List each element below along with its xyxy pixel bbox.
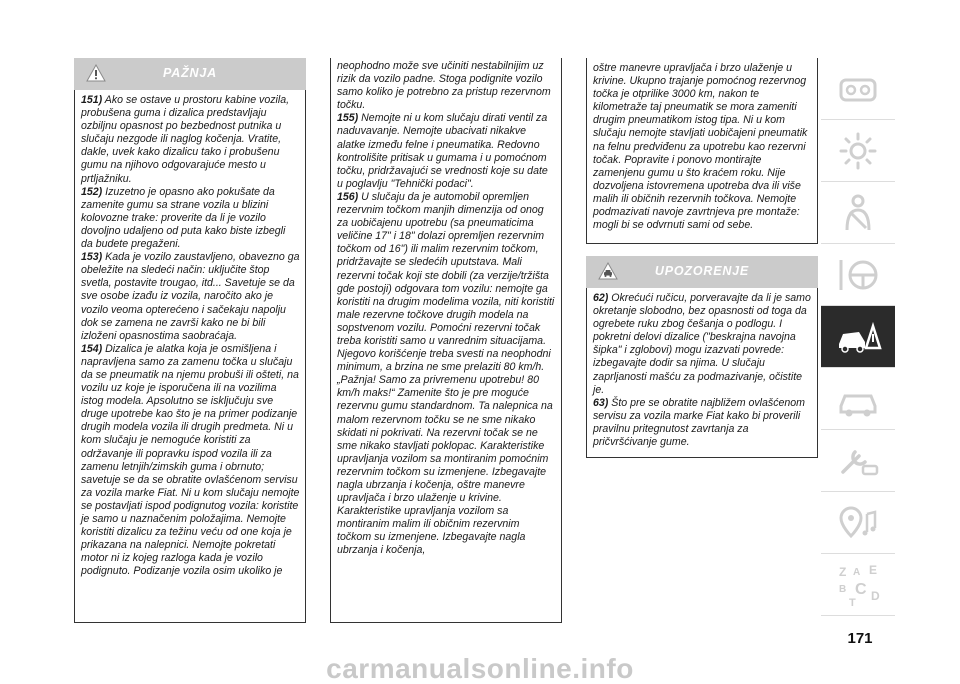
paragraph-152: 152) Izuzetno je opasno ako pokušate da zamenite gumu sa strane vozila u blizini kolovozne trake: proverite da li je vozilo dovoljno udaljeno od puta kako biste izbegli da budete pregaženi. xyxy=(81,185,286,251)
paragraph-151: 151) Ako se ostave u prostoru kabine vozila, probušena guma i dizalica predstavljaju ozbiljnu opasnost po bezbednost putnika u slučaju nezgode ili naglog kočenja. Vratite, dakle, uvek kako dizalicu tako i probušenu gumu na njihovo odgovarajuće mesto u prtljažniku. xyxy=(81,94,290,185)
warning-box xyxy=(74,90,306,623)
seatbelt-person-icon xyxy=(833,190,883,236)
page-number: 171 xyxy=(847,630,873,647)
tab-lights[interactable] xyxy=(821,120,895,182)
paragraph-continued-2: oštre manevre upravljača i brzo ulaženje u krivine. Ukupno trajanje pomoćnog rezervnog točka je otprilike 3000 km, nakon te kilometraže taj pneumatik se mora zameniti drugim pneumatikom istog tipa. Ni u kom slučaju nemojte stavljati uobičajeni pneumatik na felnu predviđenu za upotrebu kao rezervni točak. Popravite i ponovo montirajte zamenjenu gumu u što kraćem roku. Nije dozvoljena istovremena upotreba dva ili više malih ili običnih rezervnih točkova. Nemojte podmazivati navoje zavrtnjeva pre montaže: mogli bi se odvrnuti sami od sebe. xyxy=(593,62,808,232)
paragraph-63: 63) Što pre se obratite najbližem ovlašćenom servisu za vozila marke Fiat kako bi proverili pravilnu pritegnutost zavrtanja za pričvršćivanje gume. xyxy=(593,396,805,449)
column-2 xyxy=(330,58,562,623)
warning-header-pazhnja xyxy=(74,58,306,90)
media-location-icon xyxy=(833,500,883,546)
svg-text:T: T xyxy=(849,596,856,608)
alphabet-index-icon xyxy=(833,562,883,608)
svg-text:Z: Z xyxy=(839,564,847,579)
svg-text:A: A xyxy=(853,566,861,578)
column-1 xyxy=(74,58,306,623)
tab-starting-driving[interactable] xyxy=(821,244,895,306)
paragraph-62: 62) Okrećući ručicu, porveravajte da li je samo okretanje slobodno, bez opasnosti od toga da ogrebete ruku zbog češanja o podlogu. I pokretni delovi dizalice ("beskrajna navojna šipka" i zglobovi) mogu izazvati povrede: izbegavajte dodir sa njima. U slučaju zaprljanosti mašću za podmazivanje, očistite je. xyxy=(593,292,811,396)
tab-index[interactable] xyxy=(821,554,895,616)
svg-text:B: B xyxy=(839,583,847,595)
watermark: carmanualsonline.info xyxy=(326,653,634,684)
svg-text:D: D xyxy=(871,588,880,603)
paragraph-156: 156) U slučaju da je automobil opremljen rezervnim točkom manjih dimenzija od onog za uobičajenu upotrebu (sa pneumaticima veličine 17" i 18" dolazi opremljen rezervnim točkom od 16") ili malim rezervnim točkom, pridržavajte se sledećih uputstava. Mali rezervni točak koji ste dobili (za verzije/tržišta gde postoji) odgovara tom vozilu: nemojte ga koristiti na drugim modelima vozila, niti koristiti male rezervne točkove drugih modela na sopstvenom vozilu. Pomoćni rezervni točak treba koristiti samo u vanrednim situacijama. Njegovo korišćenje treba svesti na neophodni minimum, a brzina ne sme prelaziti 80 km/h. „Pažnja! Samo za privremenu upotrebu! 80 km/h maks!“ Zamenite što je pre moguće rezervnu gumu standardnom. Ta nalepnica na malom rezervnom točku se ne sme nikako skidati ni pokrivati. Na rezervni točak se ne sme nikako stavljati poklopac. Karakteristike upravljanja vozilom sa montiranim pomoćnim rezervnim točkom su izmenjene. Izbegavajte nagla ubrzanja i kočenja, oštre manevre upravljača i brzo ulaženje u krivine. Karakteristike upravljanja vozilom sa montiranim malim ili običnim rezervnim točkom su izmenjene. Izbegavajte nagla ubrzanja i kočenja, xyxy=(337,190,555,557)
car-breakdown-warning-icon xyxy=(833,314,883,360)
paragraph-continued: neophodno može sve učiniti nestabilnijim uz rizik da vozilo padne. Stoga podignite vozilo samo koliko je potrebno za pristup rezervnom točku. xyxy=(337,60,551,112)
tab-multimedia[interactable] xyxy=(821,492,895,554)
wrench-car-icon xyxy=(833,438,883,484)
tab-safety[interactable] xyxy=(821,182,895,244)
tab-technical-data[interactable] xyxy=(821,430,895,492)
steering-wheel-key-icon xyxy=(833,252,883,298)
car-dashboard-icon xyxy=(833,66,883,112)
header-title: PAŽNJA xyxy=(163,66,217,80)
warning-box-continued xyxy=(331,58,561,562)
tab-car-dashboard[interactable] xyxy=(821,58,895,120)
paragraph-154: 154) Dizalica je alatka koja je osmišljena i napravljena samo za zamenu točka u slučaju da se pneumatik na njemu probuši ili ošteti, na vozilu uz koje je isporučena ili na vozilima istog modela. Apsolutno se isključuju sve druge upotrebe kao što je na primer podizanje drugih modela vozila ili drugih predmeta. Ni u kom slučaju je nemoguće koristiti za održavanje ili popravku ispod vozila ili za zamenu letnjih/zimskih guma i obrnuto; savetuje se da se obratite ovlašćenom servisu za vozila marke Fiat. Ni u kom slučaju nemojte se postavljati ispod podignutog vozila: koristite je samo u naznačenim položajima. Nemojte koristiti dizalicu za težinu veću od one koja je prikazana na nalepnici. Nemojte pokretati motor ni iz kojeg razloga kada je vozilo podignuto. Podizanje vozila osim ukoliko je xyxy=(81,342,300,578)
paragraph-153: 153) Kada je vozilo zaustavljeno, obavezno ga obeležite na sledeći način: uključite štop svetla, postavite trougao, itd... Savetuje se da sve osobe izađu iz vozila, naročito ako je vozilo veoma opterećeno i sačekaju napolju dok se zamena ne završi kako ne bi bili izloženi opasnostima saobraćaja. xyxy=(81,251,300,342)
tab-emergency[interactable] xyxy=(821,306,895,368)
svg-text:E: E xyxy=(869,562,878,577)
caution-box xyxy=(586,288,818,458)
tab-maintenance[interactable] xyxy=(821,368,895,430)
svg-text:C: C xyxy=(855,580,867,598)
chapter-sidebar xyxy=(821,58,895,616)
header-title-2: UPOZORENJE xyxy=(654,264,750,278)
car-service-icon xyxy=(833,376,883,422)
sun-lamp-icon xyxy=(833,128,883,174)
paragraph-155: 155) Nemojte ni u kom slučaju dirati ventil za naduvavanje. Nemojte ubacivati nikakve alatke između felne i pneumatika. Redovno kontrolišite pritisak u gumama i u pomoćnom točku, pridržavajući se vrednosti koje su date u poglavlju "Tehnički podaci". xyxy=(337,112,548,190)
warning-box-continued-2 xyxy=(586,58,818,244)
column-3 xyxy=(586,58,818,458)
caution-header-upozorenje xyxy=(586,256,818,288)
